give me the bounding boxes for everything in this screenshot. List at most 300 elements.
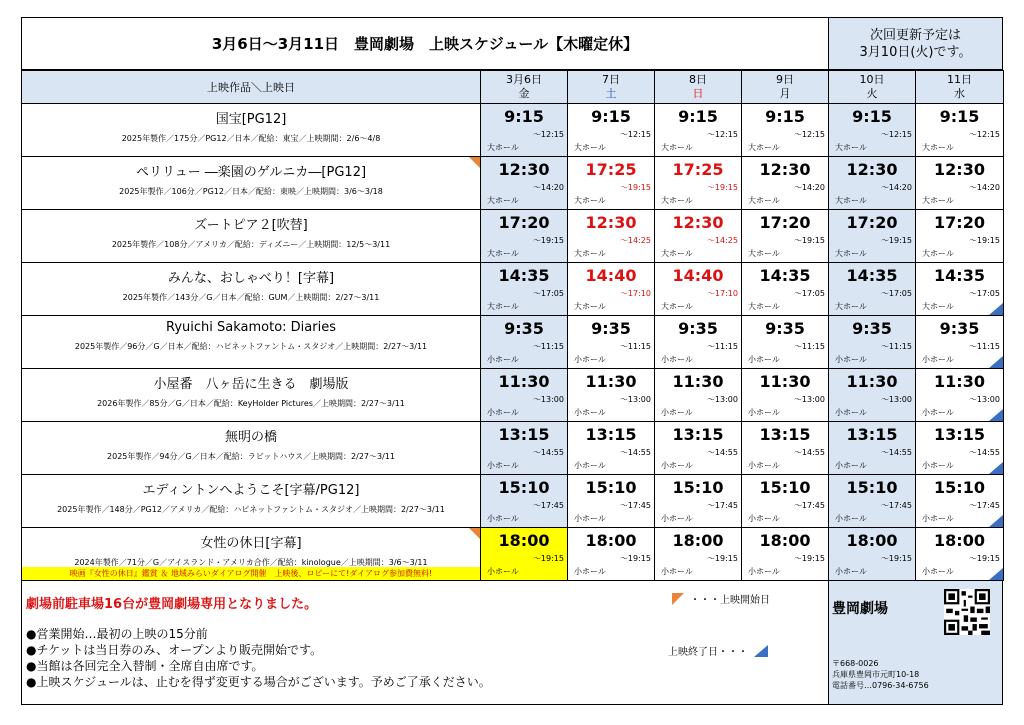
showtime-end: ～14:55: [619, 448, 651, 457]
hall-label: 小ホール: [574, 567, 606, 576]
showtime-start: 15:10: [934, 478, 985, 497]
showtime-end: ～11:15: [532, 342, 564, 351]
theater-name: 豊岡劇場: [832, 601, 888, 617]
showtime-start: 14:40: [585, 266, 637, 285]
showtime-cell: [568, 157, 655, 210]
showtime-end: ～13:00: [880, 395, 912, 404]
showtime-cell: [916, 104, 1004, 157]
header: [21, 17, 1003, 70]
update-notice-line2: 3月10日(火)です。: [859, 44, 972, 60]
showtime-cell: [568, 475, 655, 528]
showtime-end: ～12:15: [968, 130, 1000, 139]
note-item: ●上映スケジュールは、止むを得ず変更する場合がございます。予めご了承ください。: [26, 675, 491, 689]
film-title: 女性の休日[字幕]: [200, 536, 302, 551]
showtime-end: ～19:15: [619, 554, 651, 563]
hall-label: 大ホール: [661, 196, 693, 205]
legend-end: [668, 643, 768, 658]
showtime-cell: [481, 369, 568, 422]
showtime-cell: [742, 263, 829, 316]
theater-info: [829, 581, 1002, 704]
day-weekday: 火: [866, 87, 878, 100]
film-row: [22, 528, 1004, 581]
showtime-cell: [568, 528, 655, 581]
film-cell: [22, 157, 481, 210]
hall-label: 小ホール: [835, 408, 867, 417]
showtime-start: 15:10: [672, 478, 724, 497]
showtime-start: 17:20: [934, 213, 985, 232]
showtime-start: 17:25: [672, 160, 724, 179]
showtime-start: 17:20: [759, 213, 811, 232]
showtime-end: ～19:15: [880, 236, 912, 245]
showtime-end: ～14:55: [532, 448, 564, 457]
showtime-start: 11:30: [934, 372, 985, 391]
end-day-marker-icon: [989, 568, 1003, 580]
film-cell: [22, 422, 481, 475]
hall-label: 小ホール: [922, 408, 954, 417]
showtime-start: 13:15: [585, 425, 637, 444]
showtime-start: 11:30: [585, 372, 637, 391]
showtime-cell: [742, 104, 829, 157]
showtime-end: ～14:25: [706, 236, 738, 245]
film-row: [22, 263, 1004, 316]
hall-label: 大ホール: [748, 196, 780, 205]
showtime-end: ～11:15: [793, 342, 825, 351]
showtime-cell: [916, 263, 1004, 316]
hall-label: 大ホール: [574, 196, 606, 205]
showtime-start: 11:30: [759, 372, 811, 391]
hall-label: 大ホール: [922, 302, 954, 311]
showtime-start: 9:35: [591, 319, 631, 338]
hall-label: 大ホール: [487, 249, 519, 258]
legend-end-label: 上映終了日・・・: [668, 647, 748, 658]
day-weekday: 土: [605, 87, 617, 100]
showtime-start: 14:35: [759, 266, 811, 285]
note-item: ●チケットは当日券のみ、オープンより販売開始です。: [26, 643, 323, 657]
showtime-end: ～19:15: [532, 236, 564, 245]
showtime-end: ～12:15: [793, 130, 825, 139]
film-cell: [22, 263, 481, 316]
showtime-cell: [655, 528, 742, 581]
showtime-cell: [655, 316, 742, 369]
film-title: みんな、おしゃべり！[字幕]: [167, 271, 335, 286]
day-header: [655, 71, 742, 104]
showtime-cell: [655, 157, 742, 210]
hall-label: 大ホール: [922, 249, 954, 258]
hall-label: 小ホール: [922, 355, 954, 364]
showtime-cell: [916, 422, 1004, 475]
showtime-start: 12:30: [759, 160, 811, 179]
showtime-cell: [829, 528, 916, 581]
showtime-cell: [655, 475, 742, 528]
showtime-end: ～17:45: [968, 501, 1000, 510]
showtime-start: 12:30: [585, 213, 637, 232]
showtime-end: ～19:15: [532, 554, 564, 563]
showtime-end: ～19:15: [968, 554, 1000, 563]
hall-label: 小ホール: [748, 514, 780, 523]
showtime-end: ～14:55: [706, 448, 738, 457]
film-row: [22, 104, 1004, 157]
hall-label: 小ホール: [574, 461, 606, 470]
showtime-cell: [481, 475, 568, 528]
film-cell: [22, 528, 481, 581]
film-cell: [22, 475, 481, 528]
film-cell: [22, 369, 481, 422]
showtime-end: ～17:45: [706, 501, 738, 510]
day-date: 7日: [602, 73, 620, 86]
showtime-cell: [655, 422, 742, 475]
film-title: ズートピア２[吹替]: [194, 218, 308, 233]
showtime-start: 14:35: [846, 266, 898, 285]
showtime-cell: [568, 210, 655, 263]
day-weekday: 日: [692, 87, 704, 100]
showtime-cell: [481, 422, 568, 475]
showtime-start: 18:00: [759, 531, 811, 550]
film-info: 2025年製作／175分／PG12／日本／配給：東宝／上映期間：2/6～4/8: [121, 134, 381, 143]
end-day-marker-icon: [989, 303, 1003, 315]
showtime-cell: [829, 475, 916, 528]
film-info: 2025年製作／108分／アメリカ／配給：ディズニー／上映期間：12/5～3/11: [111, 240, 391, 249]
day-header: [568, 71, 655, 104]
day-date: 9日: [776, 73, 794, 86]
hall-label: 小ホール: [487, 567, 519, 576]
showtime-cell: [742, 528, 829, 581]
showtime-end: ～14:25: [619, 236, 651, 245]
showtime-start: 9:15: [765, 107, 805, 126]
hall-label: 大ホール: [574, 302, 606, 311]
showtime-end: ～11:15: [706, 342, 738, 351]
film-info: 2025年製作／96分／G／日本／配給：ハピネットファントム・スタジオ／上映期間：2/27～3/11: [74, 342, 428, 351]
film-info: 2025年製作／94分／G／日本／配給：ラビットハウス／上映期間：2/27～3/11: [107, 452, 395, 461]
hall-label: 大ホール: [574, 143, 606, 152]
hall-label: 大ホール: [922, 143, 954, 152]
showtime-cell: [481, 528, 568, 581]
hall-label: 大ホール: [661, 302, 693, 311]
showtime-cell: [916, 210, 1004, 263]
showtime-start: 9:35: [678, 319, 718, 338]
showtime-start: 14:35: [934, 266, 985, 285]
film-title: エディントンへようこそ[字幕/PG12]: [142, 483, 360, 498]
hall-label: 小ホール: [922, 461, 954, 470]
hall-label: 大ホール: [835, 249, 867, 258]
note-item: ●営業開始…最初の上映の15分前: [26, 627, 208, 641]
hall-label: 大ホール: [574, 249, 606, 258]
schedule-table: [21, 70, 1004, 581]
hall-label: 小ホール: [487, 461, 519, 470]
showtime-end: ～17:05: [793, 289, 825, 298]
showtime-end: ～12:15: [706, 130, 738, 139]
hall-label: 小ホール: [748, 461, 780, 470]
column-header-row: [22, 71, 1004, 104]
showtime-start: 13:15: [934, 425, 985, 444]
page-title: 3月6日～3月11日 豊岡劇場 上映スケジュール【木曜定休】: [22, 18, 829, 69]
film-info: 2024年製作／71分／G／アイスランド・アメリカ合作／配給：kinologue／上映期間：3/6～3/11: [74, 558, 428, 567]
showtime-end: ～17:05: [880, 289, 912, 298]
parking-notice: 劇場前駐車場16台が豊岡劇場専用となりました。: [26, 597, 318, 612]
showtime-end: ～11:15: [619, 342, 651, 351]
showtime-end: ～14:55: [880, 448, 912, 457]
showtime-end: ～13:00: [619, 395, 651, 404]
hall-label: 小ホール: [835, 355, 867, 364]
hall-label: 大ホール: [835, 143, 867, 152]
qr-code-icon[interactable]: [944, 589, 990, 635]
showtime-end: ～17:45: [619, 501, 651, 510]
showtime-start: 15:10: [498, 478, 550, 497]
showtime-cell: [655, 263, 742, 316]
film-cell: [22, 104, 481, 157]
showtime-end: ～17:05: [968, 289, 1000, 298]
hall-label: 小ホール: [661, 461, 693, 470]
hall-label: 大ホール: [922, 196, 954, 205]
end-day-marker-icon: [989, 515, 1003, 527]
showtime-start: 17:25: [585, 160, 637, 179]
showtime-cell: [655, 210, 742, 263]
showtime-end: ～13:00: [532, 395, 564, 404]
hall-label: 小ホール: [574, 408, 606, 417]
showtime-end: ～12:15: [619, 130, 651, 139]
showtime-start: 12:30: [498, 160, 550, 179]
end-marker-icon: [754, 645, 768, 657]
showtime-start: 15:10: [846, 478, 898, 497]
showtime-start: 13:15: [498, 425, 550, 444]
showtime-end: ～17:45: [880, 501, 912, 510]
showtime-start: 12:30: [846, 160, 898, 179]
start-day-marker-icon: [469, 157, 480, 168]
showtime-end: ～17:10: [619, 289, 651, 298]
hall-label: 小ホール: [574, 355, 606, 364]
showtime-cell: [742, 475, 829, 528]
showtime-cell: [481, 316, 568, 369]
day-weekday: 水: [954, 87, 965, 100]
showtime-cell: [829, 210, 916, 263]
hall-label: 小ホール: [922, 567, 954, 576]
showtime-start: 9:15: [504, 107, 544, 126]
showtime-end: ～12:15: [532, 130, 564, 139]
schedule-sheet: [21, 17, 1003, 705]
showtime-end: ～19:15: [793, 236, 825, 245]
hall-label: 大ホール: [487, 196, 519, 205]
showtime-cell: [481, 157, 568, 210]
film-row: [22, 422, 1004, 475]
showtime-end: ～14:20: [880, 183, 912, 192]
postal-code: 〒668-0026: [832, 659, 879, 668]
hall-label: 小ホール: [487, 514, 519, 523]
showtime-end: ～19:15: [968, 236, 1000, 245]
showtime-cell: [655, 369, 742, 422]
showtime-start: 11:30: [498, 372, 550, 391]
day-date: 3月6日: [506, 73, 542, 86]
hall-label: 大ホール: [748, 143, 780, 152]
hall-label: 小ホール: [748, 355, 780, 364]
start-day-marker-icon: [469, 528, 480, 539]
films-column-header: 上映作品＼上映日: [22, 71, 481, 104]
day-header: [742, 71, 829, 104]
showtime-cell: [916, 528, 1004, 581]
hall-label: 小ホール: [922, 514, 954, 523]
showtime-end: ～11:15: [880, 342, 912, 351]
showtime-end: ～14:55: [968, 448, 1000, 457]
day-header: [916, 71, 1004, 104]
day-weekday: 月: [779, 87, 791, 100]
end-day-marker-icon: [989, 409, 1003, 421]
hall-label: 大ホール: [748, 249, 780, 258]
showtime-start: 9:35: [765, 319, 805, 338]
film-row: [22, 475, 1004, 528]
showtime-start: 9:15: [591, 107, 631, 126]
day-header: [829, 71, 916, 104]
showtime-end: ～19:15: [706, 554, 738, 563]
footer: [21, 581, 1003, 705]
notes-list: [26, 626, 491, 690]
showtime-cell: [655, 104, 742, 157]
showtime-cell: [568, 263, 655, 316]
hall-label: 小ホール: [748, 408, 780, 417]
film-rows: [22, 104, 1004, 581]
showtime-start: 18:00: [846, 531, 898, 550]
film-row: [22, 369, 1004, 422]
hall-label: 小ホール: [661, 408, 693, 417]
showtime-cell: [829, 369, 916, 422]
showtime-cell: [742, 422, 829, 475]
hall-label: 小ホール: [661, 567, 693, 576]
showtime-end: ～13:00: [706, 395, 738, 404]
showtime-start: 18:00: [498, 531, 550, 550]
address-block: [832, 658, 929, 691]
showtime-start: 13:15: [672, 425, 724, 444]
film-title: Ryuichi Sakamoto: Diaries: [166, 320, 336, 335]
legend-start-label: ・・・上映開始日: [690, 595, 770, 606]
showtime-end: ～14:20: [532, 183, 564, 192]
showtime-cell: [829, 157, 916, 210]
day-date: 10日: [859, 73, 885, 86]
showtime-end: ～19:15: [619, 183, 651, 192]
showtime-end: ～13:00: [968, 395, 1000, 404]
hall-label: 小ホール: [748, 567, 780, 576]
showtime-end: ～14:20: [793, 183, 825, 192]
showtime-start: 17:20: [846, 213, 898, 232]
day-date: 8日: [689, 73, 707, 86]
showtime-end: ～17:45: [793, 501, 825, 510]
showtime-cell: [568, 104, 655, 157]
showtime-cell: [916, 369, 1004, 422]
hall-label: 小ホール: [661, 514, 693, 523]
film-title: 無明の橋: [224, 430, 277, 445]
showtime-end: ～17:45: [532, 501, 564, 510]
film-cell: [22, 316, 481, 369]
showtime-end: ～12:15: [880, 130, 912, 139]
showtime-cell: [916, 316, 1004, 369]
showtime-cell: [742, 316, 829, 369]
showtime-cell: [829, 104, 916, 157]
film-row: [22, 157, 1004, 210]
showtime-start: 9:15: [678, 107, 718, 126]
film-info: 2025年製作／106分／PG12／日本／配給：東映／上映期間：3/6～3/18: [119, 187, 383, 196]
start-marker-icon: [672, 593, 684, 605]
day-date: 11日: [947, 73, 972, 86]
showtime-end: ～14:55: [793, 448, 825, 457]
showtime-start: 18:00: [585, 531, 637, 550]
showtime-cell: [829, 422, 916, 475]
film-info: 2026年製作／85分／G／日本／配給：KeyHolder Pictures／上映期間：2/27～3/11: [97, 399, 405, 408]
showtime-start: 9:15: [852, 107, 892, 126]
showtime-start: 17:20: [498, 213, 550, 232]
showtime-end: ～19:15: [706, 183, 738, 192]
showtime-start: 18:00: [672, 531, 724, 550]
film-title: 小屋番 八ヶ岳に生きる 劇場版: [153, 377, 349, 392]
showtime-start: 9:35: [939, 319, 980, 338]
film-row: [22, 316, 1004, 369]
showtime-cell: [742, 369, 829, 422]
showtime-cell: [568, 369, 655, 422]
showtime-end: ～17:05: [532, 289, 564, 298]
showtime-start: 11:30: [846, 372, 898, 391]
showtime-cell: [568, 316, 655, 369]
showtime-start: 12:30: [934, 160, 985, 179]
showtime-start: 14:35: [498, 266, 550, 285]
hall-label: 小ホール: [835, 461, 867, 470]
end-day-marker-icon: [989, 356, 1003, 368]
phone-number: 電話番号…0796-34-6756: [832, 681, 929, 690]
hall-label: 大ホール: [487, 302, 519, 311]
hall-label: 小ホール: [574, 514, 606, 523]
film-title: ペリリュー ―楽園のゲルニカ―[PG12]: [135, 165, 367, 180]
showtime-cell: [481, 104, 568, 157]
showtime-end: ～13:00: [793, 395, 825, 404]
showtime-start: 13:15: [759, 425, 811, 444]
showtime-end: ～11:15: [968, 342, 1000, 351]
hall-label: 小ホール: [835, 514, 867, 523]
showtime-cell: [916, 157, 1004, 210]
showtime-cell: [568, 422, 655, 475]
showtime-start: 18:00: [934, 531, 985, 550]
hall-label: 大ホール: [661, 143, 693, 152]
showtime-start: 15:10: [759, 478, 811, 497]
showtime-start: 9:35: [852, 319, 892, 338]
update-notice: [829, 18, 1002, 69]
legend-start: [672, 591, 770, 606]
hall-label: 小ホール: [487, 355, 519, 364]
event-banner: 映画『女性の休日』鑑賞 ＆ 地域みらいダイアログ開催 上映後、ロビーにて!ダイアログ参加費無料!: [22, 567, 480, 580]
showtime-cell: [742, 210, 829, 263]
day-header: [481, 71, 568, 104]
showtime-start: 15:10: [585, 478, 637, 497]
end-day-marker-icon: [989, 462, 1003, 474]
showtime-cell: [481, 210, 568, 263]
showtime-end: ～19:15: [793, 554, 825, 563]
showtime-start: 9:15: [939, 107, 980, 126]
film-row: [22, 210, 1004, 263]
showtime-end: ～19:15: [880, 554, 912, 563]
hall-label: 小ホール: [661, 355, 693, 364]
hall-label: 大ホール: [748, 302, 780, 311]
footer-info: [22, 581, 829, 704]
showtime-cell: [481, 263, 568, 316]
showtime-start: 13:15: [846, 425, 898, 444]
showtime-end: ～14:20: [968, 183, 1000, 192]
film-title: 国宝[PG12]: [215, 112, 287, 127]
showtime-start: 14:40: [672, 266, 724, 285]
hall-label: 大ホール: [835, 196, 867, 205]
showtime-cell: [829, 263, 916, 316]
hall-label: 大ホール: [835, 302, 867, 311]
showtime-start: 12:30: [672, 213, 724, 232]
hall-label: 大ホール: [661, 249, 693, 258]
day-weekday: 金: [518, 87, 530, 100]
update-notice-line1: 次回更新予定は: [869, 27, 961, 43]
showtime-end: ～17:10: [706, 289, 738, 298]
showtime-cell: [916, 475, 1004, 528]
showtime-start: 11:30: [672, 372, 724, 391]
hall-label: 小ホール: [487, 408, 519, 417]
